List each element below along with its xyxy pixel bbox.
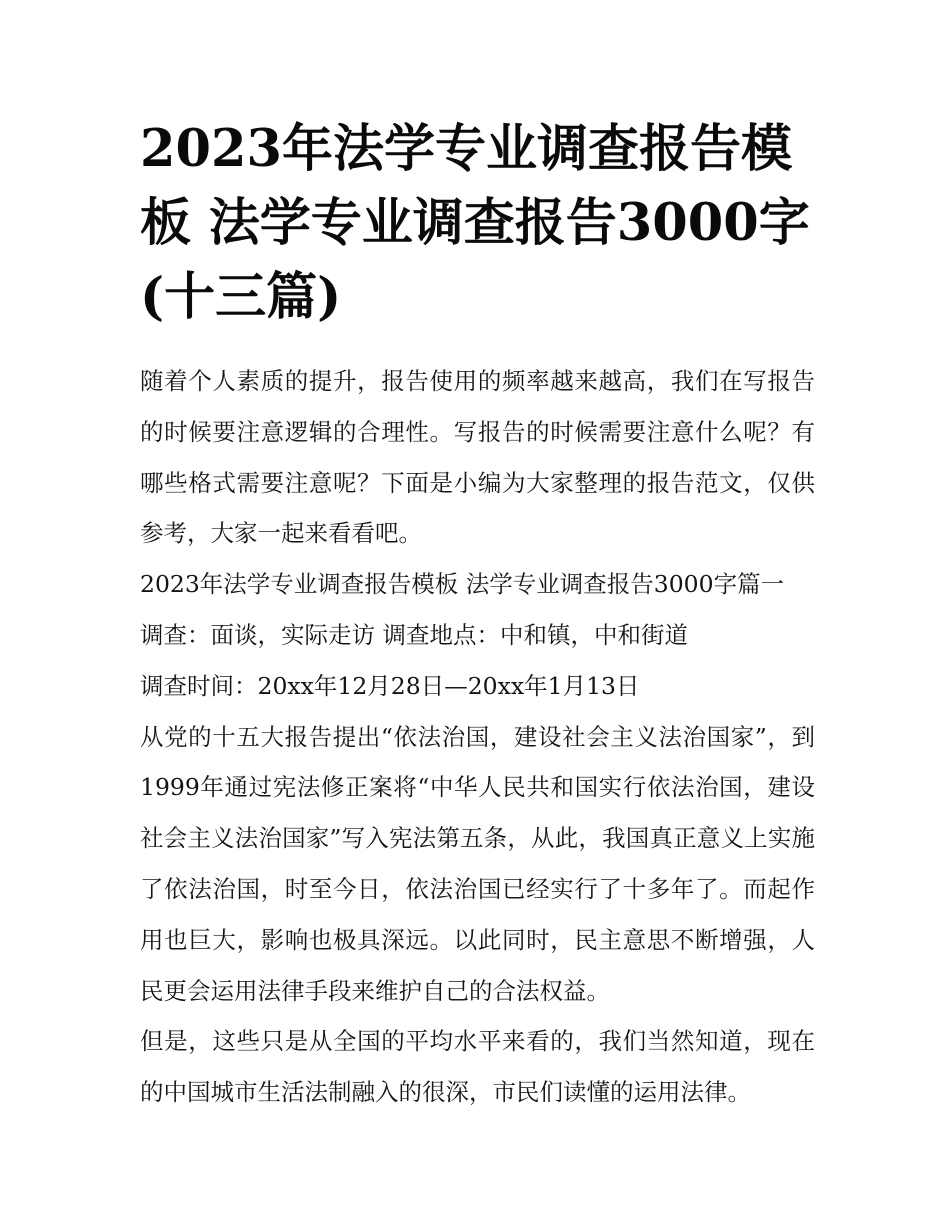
analysis-paragraph: 但是，这些只是从全国的平均水平来看的，我们当然知道，现在的中国城市生活法制融入的很深，市民们读懂的运用法律。 [140, 1027, 815, 1107]
intro-paragraph: 随着个人素质的提升，报告使用的频率越来越高，我们在写报告的时候要注意逻辑的合理性。写报告的时候需要注意什么呢？有哪些格式需要注意呢？下面是小编为大家整理的报告范文，仅供参考，大家一起来看看吧。 [140, 367, 815, 548]
document-body [140, 356, 815, 1118]
survey-time-line: 调查时间：20xx年12月28日—20xx年1月13日 [140, 671, 640, 700]
document-title: 2023年法学专业调查报告模板 法学专业调查报告3000字(十三篇) [140, 119, 810, 327]
background-paragraph: 从党的十五大报告提出“依法治国，建设社会主义法治国家”，到1999年通过宪法修正案将“中华人民共和国实行依法治国，建设社会主义法治国家”写入宪法第五条，从此，我国真正意义上实施了依法治国，时至今日，依法治国已经实行了十多年了。而起作用也巨大，影响也极具深远。以此同时，民主意思不断增强，人民更会运用法律手段来维护自己的合法权益。 [140, 722, 815, 1005]
section-heading: 2023年法学专业调查报告模板 法学专业调查报告3000字篇一 [140, 570, 785, 599]
survey-method-line: 调查：面谈，实际走访 调查地点：中和镇，中和街道 [140, 620, 688, 649]
